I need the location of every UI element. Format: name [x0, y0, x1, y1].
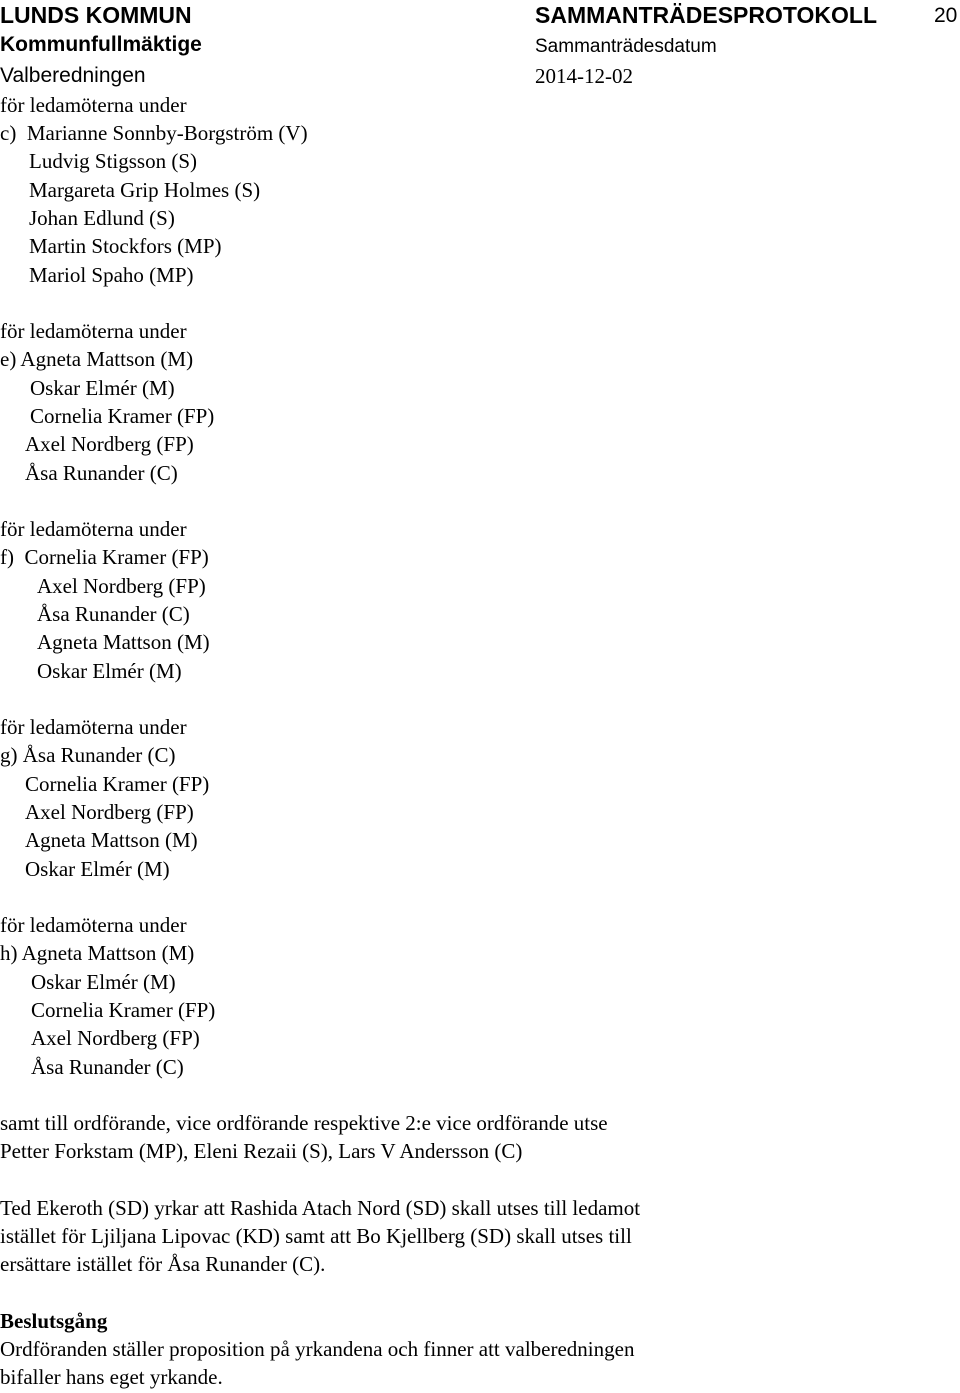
group-marker: f) — [0, 545, 14, 569]
member-name: Axel Nordberg (FP) — [31, 1026, 200, 1050]
member-name: Axel Nordberg (FP) — [25, 432, 194, 456]
member-name: Marianne Sonnby-Borgström (V) — [26, 121, 308, 145]
date-label: Sammanträdesdatum — [535, 36, 717, 57]
doc-type: SAMMANTRÄDESPROTOKOLL — [535, 2, 878, 28]
group-first-line — [0, 345, 193, 373]
org-name: LUNDS KOMMUN — [0, 2, 192, 28]
member-name: Axel Nordberg (FP) — [25, 800, 194, 824]
decision-line: bifaller hans eget yrkande. — [0, 1365, 223, 1389]
member-name: Oskar Elmér (M) — [31, 970, 176, 994]
proposal-line: ersättare istället för Åsa Runander (C). — [0, 1252, 326, 1276]
group-intro: för ledamöterna under — [0, 517, 187, 541]
committee-name: Valberedningen — [0, 64, 146, 87]
member-name: Margareta Grip Holmes (S) — [29, 178, 261, 202]
group-marker: g) — [0, 743, 18, 767]
member-name: Cornelia Kramer (FP) — [24, 545, 209, 569]
member-name: Cornelia Kramer (FP) — [25, 772, 210, 796]
member-name: Johan Edlund (S) — [29, 206, 175, 230]
group-first-line — [0, 543, 209, 571]
group-marker: c) — [0, 121, 17, 145]
group-marker: e) — [0, 347, 17, 371]
group-intro: för ledamöterna under — [0, 319, 187, 343]
group-first-line — [0, 939, 194, 967]
page-number: 20 — [934, 4, 958, 27]
member-name: Mariol Spaho (MP) — [29, 263, 194, 287]
proposal-line: istället för Ljiljana Lipovac (KD) samt att Bo Kjellberg (SD) skall utses till — [0, 1224, 632, 1248]
member-name: Åsa Runander (C) — [37, 602, 190, 626]
group-first-line — [0, 741, 176, 769]
proposal-line: Ted Ekeroth (SD) yrkar att Rashida Atach Nord (SD) skall utses till ledamot — [0, 1196, 641, 1220]
member-name: Cornelia Kramer (FP) — [30, 404, 215, 428]
member-name: Agneta Mattson (M) — [20, 347, 194, 371]
member-name: Agneta Mattson (M) — [37, 630, 210, 654]
member-name: Åsa Runander (C) — [31, 1055, 184, 1079]
member-name: Åsa Runander (C) — [25, 461, 178, 485]
body-name: Kommunfullmäktige — [0, 33, 202, 56]
member-name: Oskar Elmér (M) — [30, 376, 175, 400]
member-name: Cornelia Kramer (FP) — [31, 998, 216, 1022]
chairs-line: samt till ordförande, vice ordförande respektive 2:e vice ordförande utse — [0, 1111, 608, 1135]
member-name: Åsa Runander (C) — [22, 743, 176, 767]
member-name: Agneta Mattson (M) — [25, 828, 198, 852]
decision-heading: Beslutsgång — [0, 1309, 108, 1333]
chairs-line: Petter Forkstam (MP), Eleni Rezaii (S), Lars V Andersson (C) — [0, 1139, 523, 1163]
group-first-line — [0, 119, 308, 147]
decision-line: Ordföranden ställer proposition på yrkandena och finner att valberedningen — [0, 1337, 635, 1361]
group-intro: för ledamöterna under — [0, 913, 187, 937]
group-marker: h) — [0, 941, 18, 965]
group-intro: för ledamöterna under — [0, 93, 187, 117]
member-name: Axel Nordberg (FP) — [37, 574, 206, 598]
member-name: Agneta Mattson (M) — [21, 941, 195, 965]
meeting-date: 2014-12-02 — [535, 64, 633, 88]
member-name: Martin Stockfors (MP) — [29, 234, 222, 258]
member-name: Ludvig Stigsson (S) — [29, 149, 198, 173]
member-name: Oskar Elmér (M) — [25, 857, 170, 881]
group-intro: för ledamöterna under — [0, 715, 187, 739]
member-name: Oskar Elmér (M) — [37, 659, 182, 683]
